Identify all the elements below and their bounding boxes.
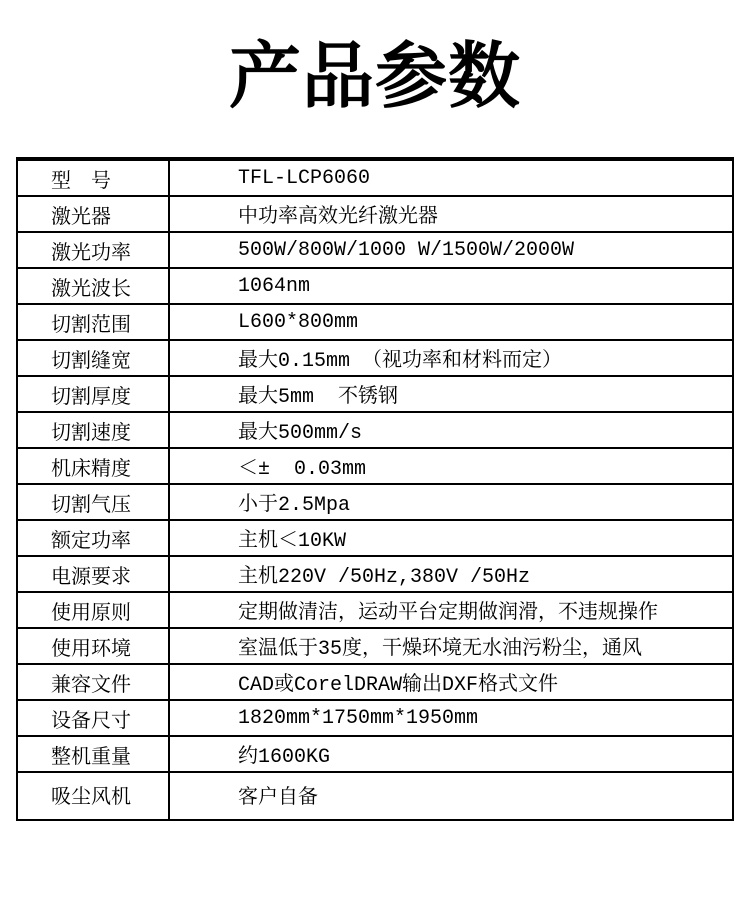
spec-label: 激光功率 <box>18 233 170 267</box>
spec-value: 最大0.15mm （视功率和材料而定） <box>238 350 563 373</box>
spec-label: 使用原则 <box>18 593 170 627</box>
spec-row <box>18 411 732 447</box>
spec-label: 机床精度 <box>18 449 170 483</box>
spec-row <box>18 735 732 771</box>
spec-label: 切割气压 <box>18 485 170 519</box>
spec-value: ＜± 0.03mm <box>238 458 367 481</box>
spec-value: 最大5mm 不锈钢 <box>238 386 399 409</box>
spec-value: 定期做清洁，运动平台定期做润滑，不违规操作 <box>238 602 658 625</box>
spec-row <box>18 627 732 663</box>
spec-value: 最大500mm/s <box>238 422 363 445</box>
spec-label: 激光器 <box>18 197 170 231</box>
spec-value: 1820mm*1750mm*1950mm <box>238 706 479 730</box>
spec-value: 500W/800W/1000 W/1500W/2000W <box>238 238 575 262</box>
spec-table <box>16 157 734 821</box>
spec-row <box>18 591 732 627</box>
spec-row <box>18 519 732 555</box>
spec-row <box>18 195 732 231</box>
spec-label: 吸尘风机 <box>18 773 170 819</box>
spec-label: 切割厚度 <box>18 377 170 411</box>
spec-label: 使用环境 <box>18 629 170 663</box>
spec-value: CAD或CorelDRAW输出DXF格式文件 <box>238 674 559 697</box>
spec-label: 电源要求 <box>18 557 170 591</box>
spec-row <box>18 303 732 339</box>
spec-label: 切割范围 <box>18 305 170 339</box>
spec-label: 设备尺寸 <box>18 701 170 735</box>
page-title: 产品参数 <box>228 37 521 117</box>
spec-value: 主机220V /50Hz,380V /50Hz <box>238 566 531 589</box>
spec-label: 切割缝宽 <box>18 341 170 375</box>
spec-row <box>18 447 732 483</box>
spec-value: 小于2.5Mpa <box>238 494 351 517</box>
spec-label: 切割速度 <box>18 413 170 447</box>
spec-row <box>18 231 732 267</box>
spec-value: 主机＜10KW <box>238 530 347 553</box>
spec-row <box>18 663 732 699</box>
spec-value: 约1600KG <box>238 746 331 769</box>
product-parameters-page <box>0 38 750 921</box>
spec-value: 1064nm <box>238 274 311 298</box>
spec-row <box>18 699 732 735</box>
spec-value: 客户自备 <box>238 787 318 810</box>
spec-row <box>18 159 732 195</box>
spec-label: 型 号 <box>18 161 170 195</box>
spec-label: 兼容文件 <box>18 665 170 699</box>
spec-label: 额定功率 <box>18 521 170 555</box>
spec-label: 整机重量 <box>18 737 170 771</box>
spec-label: 激光波长 <box>18 269 170 303</box>
spec-value: TFL-LCP6060 <box>238 166 371 190</box>
spec-row <box>18 483 732 519</box>
spec-row <box>18 771 732 819</box>
spec-row <box>18 375 732 411</box>
spec-value: 室温低于35度，干燥环境无水油污粉尘，通风 <box>238 638 643 661</box>
spec-value: 中功率高效光纤激光器 <box>238 206 438 229</box>
spec-row <box>18 555 732 591</box>
spec-row <box>18 339 732 375</box>
spec-row <box>18 267 732 303</box>
spec-value: L600*800mm <box>238 310 359 334</box>
